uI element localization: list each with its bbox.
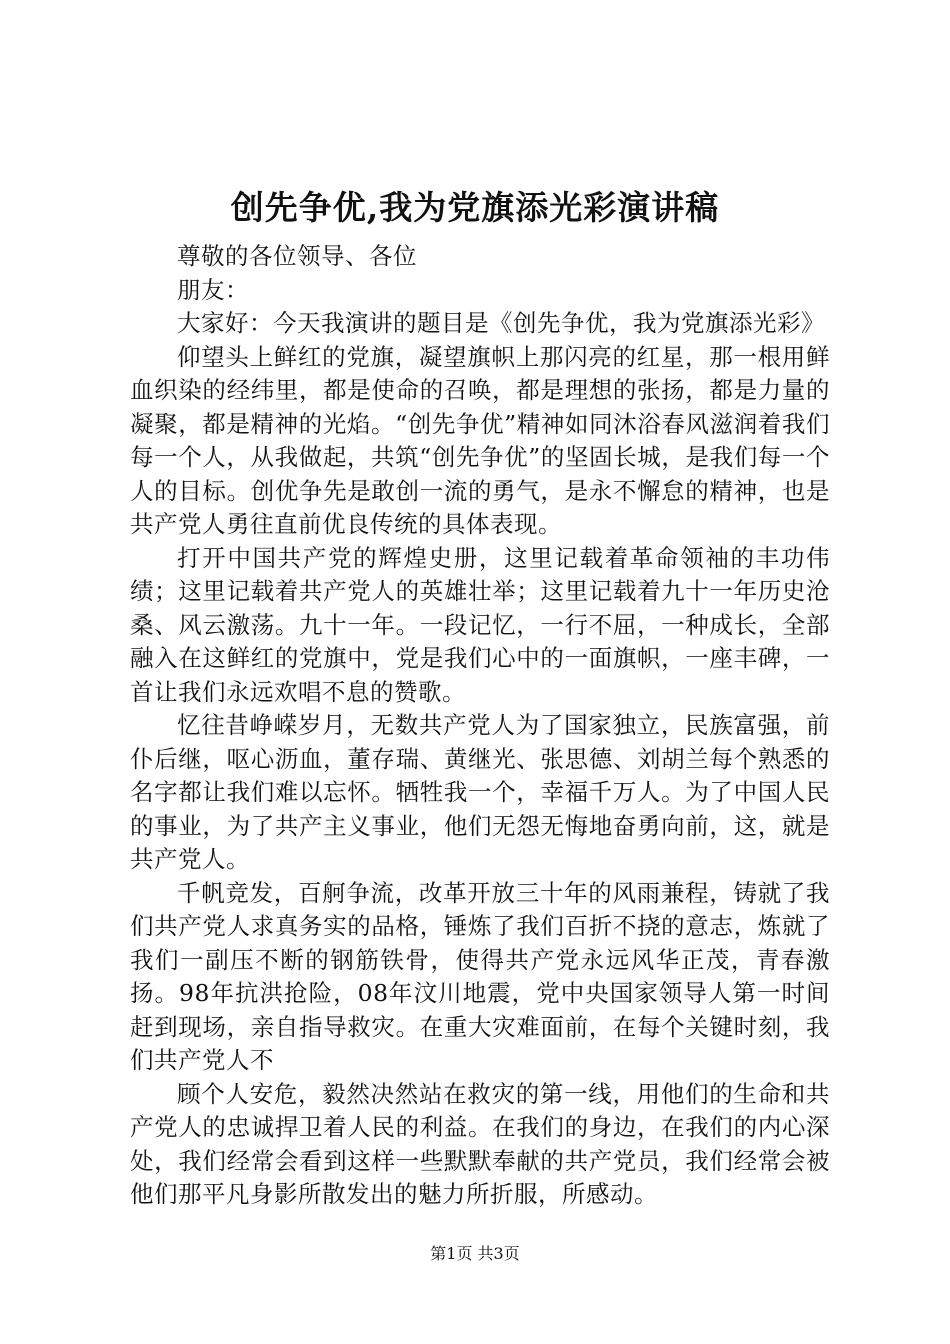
body-paragraph: 打开中国共产党的辉煌史册，这里记载着革命领袖的丰功伟绩；这里记载着共产党人的英雄壮举；这里记载着九十一年历史沧桑、风云激荡。九十一年。一段记忆，一行不屈，一种成长，全部融入在这鲜红的党旗中，党是我们心中的一面旗帜，一座丰碑，一首让我们永远欢唱不息的赞歌。	[130, 543, 830, 706]
page-footer: 第1页 共3页	[430, 1244, 520, 1263]
body-paragraph: 千帆竞发，百舸争流，改革开放三十年的风雨兼程，铸就了我们共产党人求真务实的品格，锤炼了我们百折不挠的意志，炼就了我们一副压不断的钢筋铁骨，使得共产党永远风华正茂，青春激扬。98年抗洪抢险，08年汶川地震，党中央国家领导人第一时间赶到现场，亲自指导救灾。在重大灾难面前，在每个关键时刻，我们共产党人不	[130, 878, 830, 1074]
body-paragraph: 忆往昔峥嵘岁月，无数共产党人为了国家独立，民族富强，前仆后继，呕心沥血，董存瑞、黄继光、张思德、刘胡兰每个熟悉的名字都让我们难以忘怀。牺牲我一个，幸福千万人。为了中国人民的事业，为了共产主义事业，他们无怨无悔地奋勇向前，这，就是共产党人。	[130, 711, 830, 873]
body-paragraph: 顾个人安危，毅然决然站在救灾的第一线，用他们的生命和共产党人的忠诚捍卫着人民的利益。在我们的身边，在我们的内心深处，我们经常会看到这样一些默默奉献的共产党员，我们经常会被他们那平凡身影所散发出的魅力所折服，所感动。	[130, 1079, 830, 1208]
document-body	[130, 240, 830, 1212]
document-title: 创先争优,我为党旗添光彩演讲稿	[230, 188, 720, 227]
greeting-paragraph: 大家好：今天我演讲的题目是《创先争优，我为党旗添光彩》	[177, 309, 825, 337]
salutation-line-2: 朋友：	[177, 275, 249, 304]
body-paragraph: 仰望头上鲜红的党旗，凝望旗帜上那闪亮的红星，那一根用鲜血织染的经纬里，都是使命的召唤，都是理想的张扬，都是力量的凝聚，都是精神的光焰。“创先争优”精神如同沐浴春风滋润着我们每一个人，从我做起，共筑“创先争优”的坚固长城，是我们每一个人的目标。创优争先是敢创一流的勇气，是永不懈怠的精神，也是共产党人勇往直前优良传统的具体表现。	[130, 342, 830, 538]
salutation-line-1: 尊敬的各位领导、各位	[177, 242, 417, 270]
